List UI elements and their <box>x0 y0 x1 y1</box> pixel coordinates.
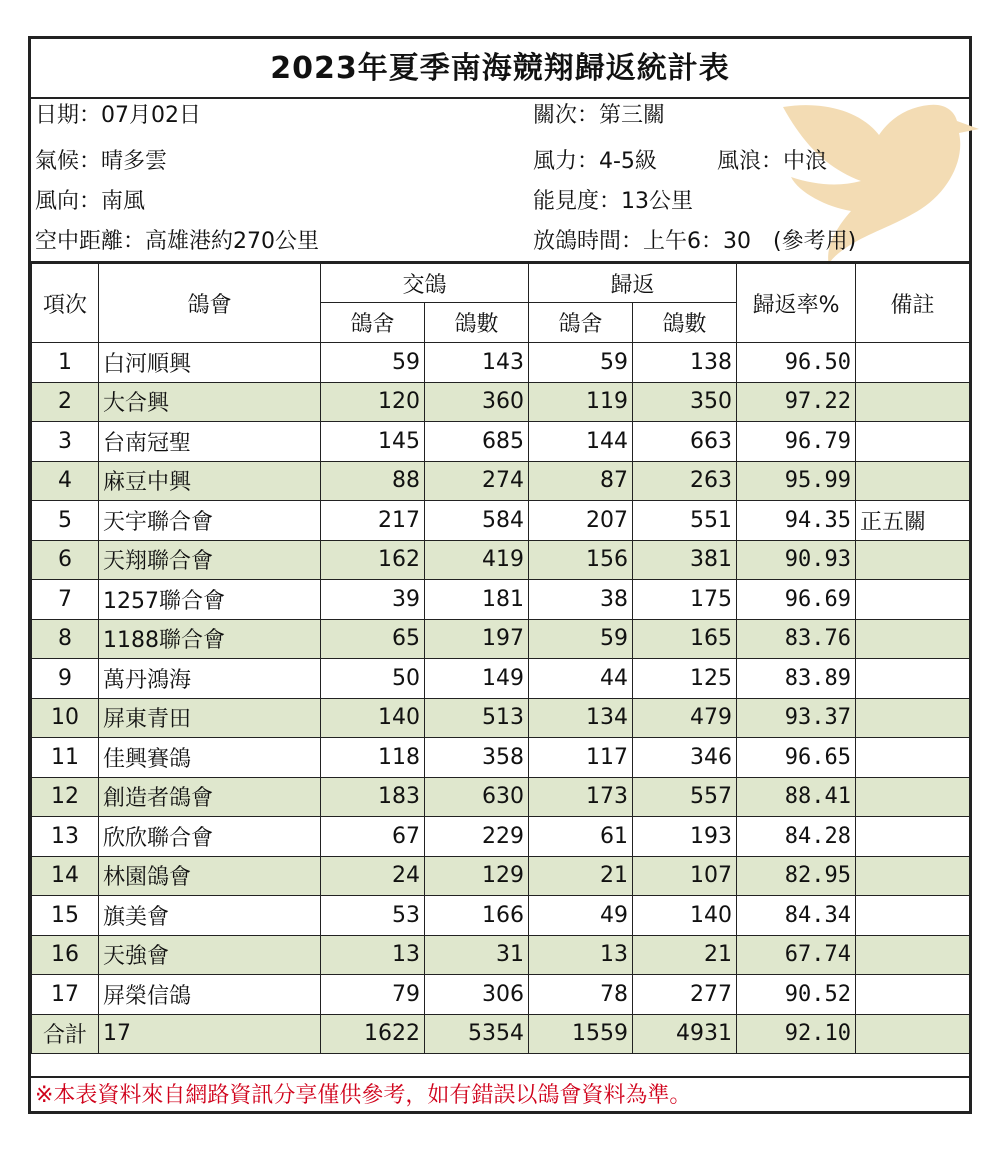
info-climate: 氣候：晴多雲 <box>35 149 168 174</box>
cell-entered-birds: 129 <box>425 856 529 896</box>
cell-entered-lofts: 88 <box>321 461 425 501</box>
cell-remark <box>856 817 970 857</box>
total-returned-birds: 4931 <box>633 1014 737 1054</box>
cell-returned-lofts: 87 <box>529 461 633 501</box>
cell-returned-lofts: 207 <box>529 501 633 541</box>
results-table <box>31 261 970 1054</box>
cell-remark <box>856 343 970 383</box>
cell-rate: 96.69 <box>737 580 856 620</box>
cell-item: 12 <box>32 777 99 817</box>
cell-entered-lofts: 67 <box>321 817 425 857</box>
cell-entered-lofts: 79 <box>321 975 425 1015</box>
table-row <box>32 975 970 1015</box>
table-row <box>32 422 970 462</box>
cell-entered-birds: 513 <box>425 698 529 738</box>
cell-returned-lofts: 49 <box>529 896 633 936</box>
cell-returned-lofts: 13 <box>529 935 633 975</box>
header-club: 鴿會 <box>99 263 321 343</box>
cell-returned-birds: 663 <box>633 422 737 462</box>
cell-returned-birds: 263 <box>633 461 737 501</box>
cell-returned-birds: 346 <box>633 738 737 778</box>
cell-returned-birds: 165 <box>633 619 737 659</box>
cell-club: 林園鴿會 <box>99 856 321 896</box>
cell-returned-lofts: 61 <box>529 817 633 857</box>
header-entered: 交鴿 <box>321 263 529 303</box>
cell-club: 屏榮信鴿 <box>99 975 321 1015</box>
info-stage: 關次：第三關 <box>533 103 666 128</box>
cell-remark <box>856 698 970 738</box>
cell-entered-lofts: 59 <box>321 343 425 383</box>
cell-entered-birds: 149 <box>425 659 529 699</box>
total-row <box>32 1014 970 1054</box>
table-row <box>32 896 970 936</box>
header-item: 項次 <box>32 263 99 343</box>
cell-returned-lofts: 117 <box>529 738 633 778</box>
results-table-wrap <box>31 261 969 1054</box>
cell-club: 麻豆中興 <box>99 461 321 501</box>
cell-entered-lofts: 217 <box>321 501 425 541</box>
cell-remark <box>856 540 970 580</box>
cell-remark <box>856 580 970 620</box>
cell-returned-lofts: 38 <box>529 580 633 620</box>
cell-item: 9 <box>32 659 99 699</box>
cell-returned-lofts: 21 <box>529 856 633 896</box>
cell-club: 萬丹鴻海 <box>99 659 321 699</box>
cell-remark <box>856 777 970 817</box>
cell-rate: 96.65 <box>737 738 856 778</box>
cell-item: 17 <box>32 975 99 1015</box>
cell-entered-lofts: 145 <box>321 422 425 462</box>
info-wind-direction: 風向：南風 <box>35 189 146 214</box>
cell-rate: 95.99 <box>737 461 856 501</box>
info-release-time: 放鴿時間：上午6：30 (參考用) <box>533 229 857 254</box>
table-row <box>32 935 970 975</box>
cell-entered-lofts: 140 <box>321 698 425 738</box>
cell-entered-birds: 630 <box>425 777 529 817</box>
cell-item: 15 <box>32 896 99 936</box>
cell-entered-lofts: 13 <box>321 935 425 975</box>
cell-rate: 94.35 <box>737 501 856 541</box>
cell-club: 欣欣聯合會 <box>99 817 321 857</box>
table-row <box>32 619 970 659</box>
cell-entered-birds: 274 <box>425 461 529 501</box>
cell-returned-birds: 557 <box>633 777 737 817</box>
cell-remark <box>856 856 970 896</box>
cell-remark <box>856 382 970 422</box>
table-row <box>32 580 970 620</box>
cell-item: 7 <box>32 580 99 620</box>
table-row <box>32 856 970 896</box>
cell-returned-lofts: 59 <box>529 343 633 383</box>
cell-rate: 82.95 <box>737 856 856 896</box>
page-title: 2023年夏季南海競翔歸返統計表 <box>270 51 730 86</box>
cell-item: 8 <box>32 619 99 659</box>
cell-entered-birds: 358 <box>425 738 529 778</box>
cell-item: 10 <box>32 698 99 738</box>
cell-entered-birds: 360 <box>425 382 529 422</box>
cell-item: 14 <box>32 856 99 896</box>
cell-returned-birds: 551 <box>633 501 737 541</box>
cell-remark <box>856 619 970 659</box>
cell-returned-lofts: 134 <box>529 698 633 738</box>
cell-remark <box>856 422 970 462</box>
table-row <box>32 461 970 501</box>
table-row <box>32 540 970 580</box>
table-row <box>32 501 970 541</box>
cell-entered-lofts: 162 <box>321 540 425 580</box>
cell-club: 屏東青田 <box>99 698 321 738</box>
cell-rate: 83.76 <box>737 619 856 659</box>
cell-item: 13 <box>32 817 99 857</box>
info-waves: 風浪：中浪 <box>717 149 828 174</box>
cell-rate: 67.74 <box>737 935 856 975</box>
cell-rate: 84.34 <box>737 896 856 936</box>
cell-entered-birds: 143 <box>425 343 529 383</box>
cell-returned-birds: 175 <box>633 580 737 620</box>
cell-club: 大合興 <box>99 382 321 422</box>
cell-returned-lofts: 156 <box>529 540 633 580</box>
total-remark <box>856 1014 970 1054</box>
cell-remark <box>856 975 970 1015</box>
cell-returned-birds: 138 <box>633 343 737 383</box>
cell-rate: 90.93 <box>737 540 856 580</box>
cell-item: 11 <box>32 738 99 778</box>
cell-entered-lofts: 24 <box>321 856 425 896</box>
cell-entered-lofts: 183 <box>321 777 425 817</box>
cell-entered-lofts: 39 <box>321 580 425 620</box>
cell-returned-lofts: 173 <box>529 777 633 817</box>
cell-item: 2 <box>32 382 99 422</box>
cell-entered-lofts: 53 <box>321 896 425 936</box>
cell-club: 佳興賽鴿 <box>99 738 321 778</box>
cell-returned-birds: 381 <box>633 540 737 580</box>
cell-rate: 90.52 <box>737 975 856 1015</box>
cell-club: 白河順興 <box>99 343 321 383</box>
cell-club: 天翔聯合會 <box>99 540 321 580</box>
info-date: 日期：07月02日 <box>35 103 201 128</box>
cell-entered-lofts: 50 <box>321 659 425 699</box>
cell-entered-birds: 306 <box>425 975 529 1015</box>
stats-sheet <box>28 36 972 1114</box>
cell-club: 天宇聯合會 <box>99 501 321 541</box>
cell-club: 1188聯合會 <box>99 619 321 659</box>
cell-entered-birds: 31 <box>425 935 529 975</box>
cell-entered-birds: 685 <box>425 422 529 462</box>
table-row <box>32 343 970 383</box>
cell-rate: 96.50 <box>737 343 856 383</box>
total-entered-birds: 5354 <box>425 1014 529 1054</box>
cell-returned-lofts: 59 <box>529 619 633 659</box>
info-visibility: 能見度：13公里 <box>533 189 693 214</box>
cell-rate: 93.37 <box>737 698 856 738</box>
cell-entered-birds: 181 <box>425 580 529 620</box>
cell-returned-birds: 479 <box>633 698 737 738</box>
total-returned-lofts: 1559 <box>529 1014 633 1054</box>
total-count: 17 <box>99 1014 321 1054</box>
info-wind-force: 風力：4-5級 <box>533 149 657 174</box>
footnote: ※本表資料來自網路資訊分享僅供參考，如有錯誤以鴿會資料為準。 <box>31 1076 969 1114</box>
total-label: 合計 <box>32 1014 99 1054</box>
cell-returned-birds: 350 <box>633 382 737 422</box>
cell-entered-lofts: 120 <box>321 382 425 422</box>
cell-returned-lofts: 119 <box>529 382 633 422</box>
cell-item: 5 <box>32 501 99 541</box>
cell-entered-birds: 229 <box>425 817 529 857</box>
header-entered-lofts: 鴿舍 <box>321 303 425 343</box>
cell-item: 4 <box>32 461 99 501</box>
cell-item: 16 <box>32 935 99 975</box>
cell-entered-birds: 166 <box>425 896 529 936</box>
cell-item: 6 <box>32 540 99 580</box>
cell-remark <box>856 896 970 936</box>
cell-entered-lofts: 65 <box>321 619 425 659</box>
cell-remark <box>856 659 970 699</box>
table-row <box>32 659 970 699</box>
header-returned-lofts: 鴿舍 <box>529 303 633 343</box>
cell-returned-birds: 107 <box>633 856 737 896</box>
table-row <box>32 382 970 422</box>
table-row <box>32 777 970 817</box>
header-returned: 歸返 <box>529 263 737 303</box>
cell-entered-birds: 584 <box>425 501 529 541</box>
cell-club: 1257聯合會 <box>99 580 321 620</box>
cell-entered-birds: 197 <box>425 619 529 659</box>
cell-returned-lofts: 78 <box>529 975 633 1015</box>
cell-returned-birds: 193 <box>633 817 737 857</box>
cell-entered-lofts: 118 <box>321 738 425 778</box>
cell-remark <box>856 935 970 975</box>
header-returned-birds: 鴿數 <box>633 303 737 343</box>
cell-remark <box>856 738 970 778</box>
cell-club: 天強會 <box>99 935 321 975</box>
cell-returned-lofts: 144 <box>529 422 633 462</box>
header-remarks: 備註 <box>856 263 970 343</box>
header-entered-birds: 鴿數 <box>425 303 529 343</box>
table-body <box>32 343 970 1054</box>
table-row <box>32 698 970 738</box>
cell-returned-birds: 125 <box>633 659 737 699</box>
cell-returned-lofts: 44 <box>529 659 633 699</box>
cell-item: 1 <box>32 343 99 383</box>
table-row <box>32 738 970 778</box>
cell-returned-birds: 277 <box>633 975 737 1015</box>
total-rate: 92.10 <box>737 1014 856 1054</box>
total-entered-lofts: 1622 <box>321 1014 425 1054</box>
cell-rate: 96.79 <box>737 422 856 462</box>
cell-returned-birds: 21 <box>633 935 737 975</box>
cell-club: 台南冠聖 <box>99 422 321 462</box>
cell-club: 旗美會 <box>99 896 321 936</box>
cell-rate: 88.41 <box>737 777 856 817</box>
header-rate: 歸返率% <box>737 263 856 343</box>
cell-club: 創造者鴿會 <box>99 777 321 817</box>
cell-remark <box>856 461 970 501</box>
cell-entered-birds: 419 <box>425 540 529 580</box>
info-distance: 空中距離：高雄港約270公里 <box>35 229 319 254</box>
cell-returned-birds: 140 <box>633 896 737 936</box>
cell-rate: 97.22 <box>737 382 856 422</box>
cell-remark: 正五關 <box>856 501 970 541</box>
cell-rate: 83.89 <box>737 659 856 699</box>
cell-rate: 84.28 <box>737 817 856 857</box>
table-row <box>32 817 970 857</box>
cell-item: 3 <box>32 422 99 462</box>
